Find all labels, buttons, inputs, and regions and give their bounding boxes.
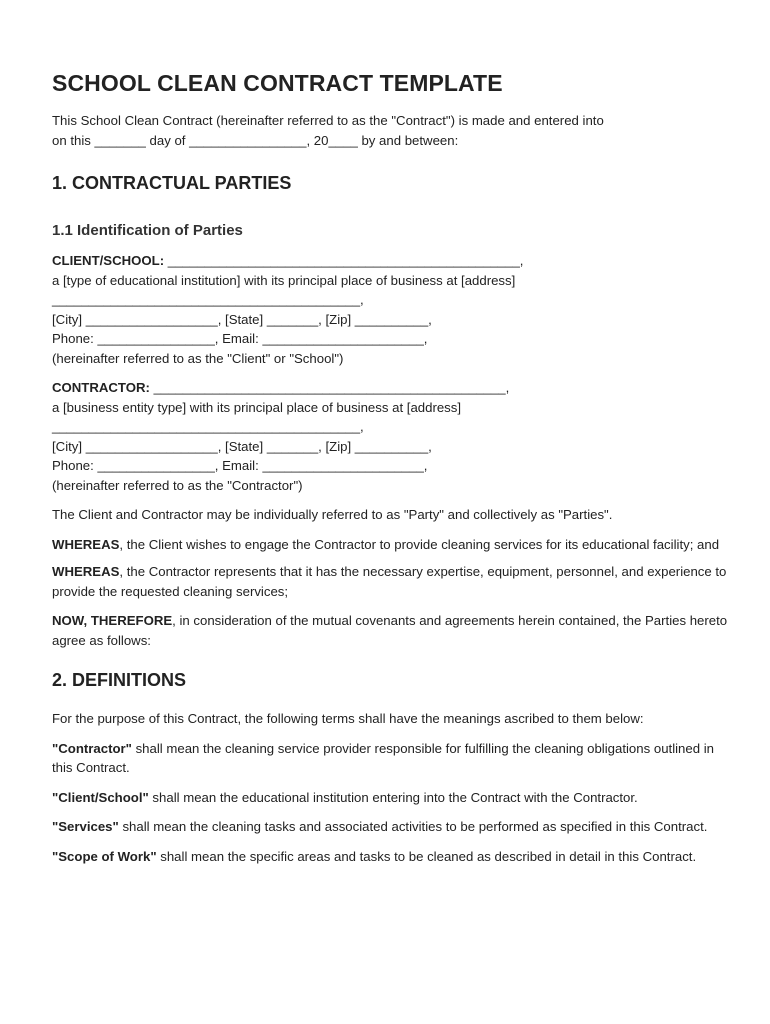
definition-term: "Scope of Work" [52,848,157,864]
definition-term: "Client/School" [52,789,149,805]
contractor-label: CONTRACTOR: [52,380,150,395]
contractor-line-3: [City] __________________, [State] _______, [Zip] __________, [52,438,432,454]
definition-term: "Contractor" [52,740,132,756]
contractor-line-4: Phone: ________________, Email: ______________________, [52,458,428,473]
definition-term: "Services" [52,819,119,834]
definition-item [52,817,730,837]
client-line-1: a [type of educational institution] with its principal place of business at [address] [52,272,516,288]
now-therefore-clause [52,611,730,650]
contractor-line-1: a [business entity type] with its principal place of business at [address] [52,399,462,415]
client-party-block [52,251,730,368]
definition-item [52,788,730,808]
intro-paragraph [52,111,730,150]
now-therefore-keyword: NOW, THEREFORE [52,613,173,628]
whereas-1-text: , the Client wishes to engage the Contractor to provide cleaning services for its educational facility; and [119,536,720,552]
definition-text: shall mean the educational institution entering into the Contract with the Contractor. [148,789,638,805]
section-1-heading: 1. CONTRACTUAL PARTIES [52,173,292,193]
whereas-2-text: , the Contractor represents that it has the necessary expertise, equipment, personnel, and experience to provide the requested cleaning services; [52,564,727,599]
contractor-party-block [52,378,730,495]
contractor-name-blank: ________________________________________________, [149,380,510,395]
parties-note: The Client and Contractor may be individually referred to as "Party" and collectively as "Parties". [52,507,613,522]
subsection-1-1-heading: 1.1 Identification of Parties [52,222,243,239]
intro-line-1: This School Clean Contract (hereinafter referred to as the "Contract") is made and entered into [52,113,604,128]
client-line-4: Phone: ________________, Email: ______________________, [52,331,428,346]
whereas-2-keyword: WHEREAS [52,564,120,579]
document-title: SCHOOL CLEAN CONTRACT TEMPLATE [52,70,503,96]
contractor-line-5: (hereinafter referred to as the "Contractor") [52,477,303,493]
definition-text: shall mean the cleaning tasks and associated activities to be performed as specified in this Contract. [118,819,708,834]
section-2-heading: 2. DEFINITIONS [52,670,187,690]
client-line-2: __________________________________________, [52,292,364,307]
definition-item [52,847,730,867]
whereas-clause-2 [52,562,730,601]
definition-item [52,739,730,778]
intro-line-2: on this _______ day of ________________, 20____ by and between: [52,132,459,148]
definition-text: shall mean the specific areas and tasks to be cleaned as described in detail in this Contract. [156,848,697,864]
now-therefore-text: , in consideration of the mutual covenants and agreements herein contained, the Parties hereto agree as follows: [52,613,728,648]
client-name-blank: ________________________________________________, [164,253,524,268]
client-line-3: [City] __________________, [State] _______, [Zip] __________, [52,311,432,327]
whereas-clause-1 [52,535,730,555]
client-label: CLIENT/SCHOOL: [52,253,165,268]
definition-text: shall mean the cleaning service provider responsible for fulfilling the cleaning obligations outlined in this Contract. [52,740,714,775]
client-line-5: (hereinafter referred to as the "Client" or "School") [52,350,344,366]
definitions-intro: For the purpose of this Contract, the following terms shall have the meanings ascribed to them below: [52,711,644,726]
contractor-line-2: __________________________________________, [52,419,364,434]
whereas-1-keyword: WHEREAS [52,536,120,552]
